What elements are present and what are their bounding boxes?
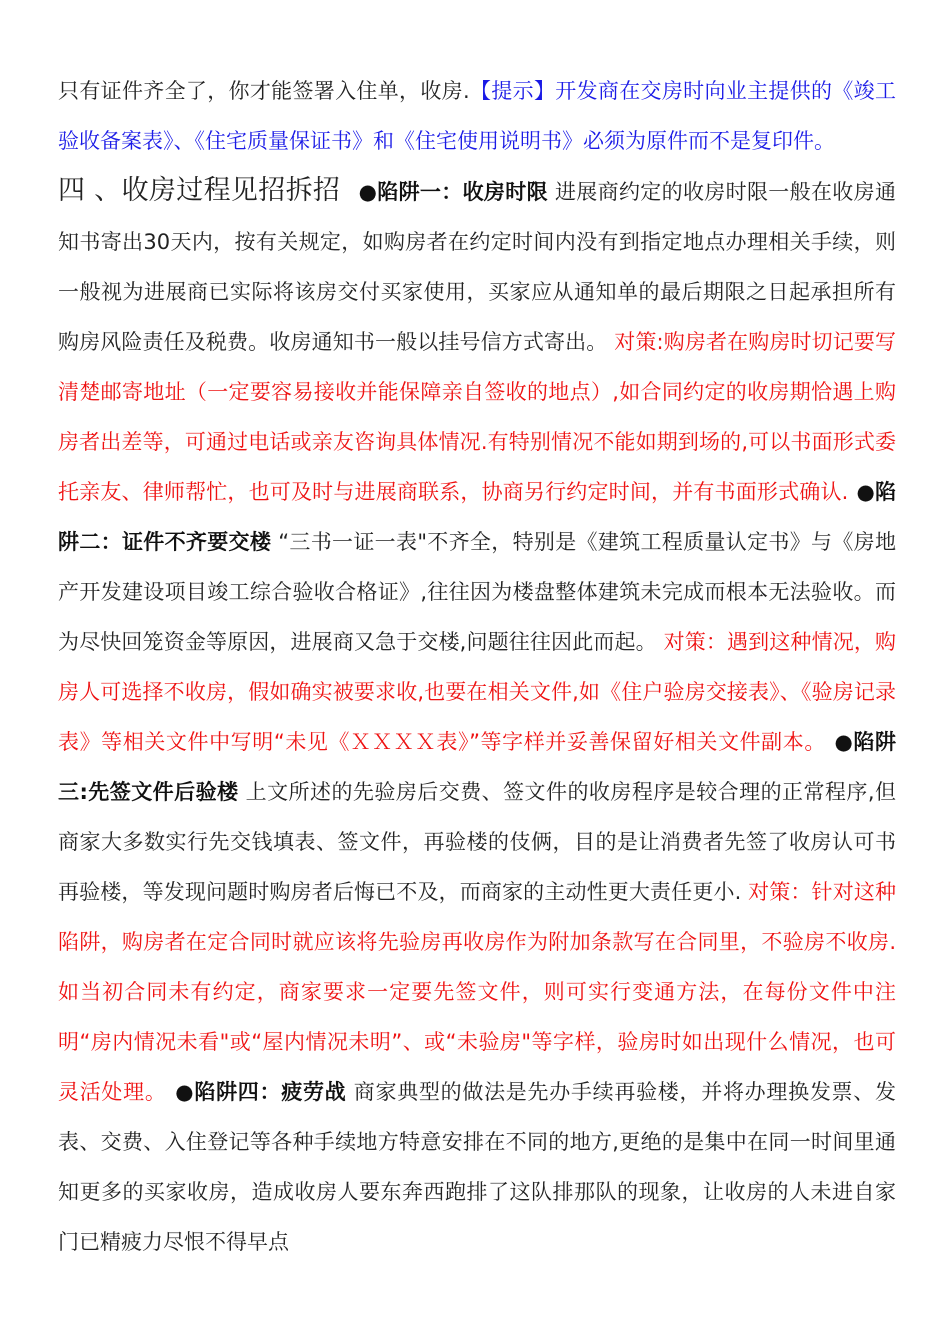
intro-text: 只有证件齐全了，你才能签署入住单，收房. (58, 79, 470, 103)
trap-3-body: 上文所述的先验房后交费、签文件的收房程序是较合理的正常程序,但商家大多数实行先交钱填表、签文件，再验楼的伎俩，目的是让消费者先签了收房认可书再验楼，等发现问题时购房者后悔已不及，而商家的主动性更大责任更小. (58, 780, 896, 904)
trap-2-countermeasure: 对策：遇到这种情况，购房人可选择不收房，假如确实被要求收,也要在相关文件,如《住户验房交接表》、《验房记录表》等相关文件中写明“未见《ＸＸＸＸ表》”等字样并妥善保留好相关文件副本。 (58, 630, 896, 754)
trap-1-countermeasure: 对策:购房者在购房时切记要写清楚邮寄地址（一定要容易接收并能保障亲自签收的地点）,如合同约定的收房期恰遇上购房者出差等，可通过电话或亲友咨询具体情况.有特别情况不能如期到场的,可以书面形式委托亲友、律师帮忙，也可及时与进展商联系，协商另行约定时间，并有书面形式确认. (58, 330, 897, 504)
trap-4-body: 商家典型的做法是先办手续再验楼，并将办理换发票、发表、交费、入住登记等各种手续地方特意安排在不同的地方,更绝的是集中在同一时间里通知更多的买家收房，造成收房人要东奔西跑排了这队排那队的现象，让收房的人未进自家门已精疲力尽恨不得早点 (58, 1080, 896, 1254)
section-4 (58, 166, 896, 1267)
paragraph-certificates (58, 66, 896, 166)
trap-3-title: ●陷阱三:先签文件后验楼 (58, 730, 896, 804)
trap-1-title: ●陷阱一：收房时限 (358, 180, 548, 204)
trap-4-title: ●陷阱四：疲劳战 (174, 1080, 347, 1104)
trap-3-countermeasure: 对策：针对这种陷阱，购房者在定合同时就应该将先验房再收房作为附加条款写在合同里，不验房不收房.如当初合同未有约定，商家要求一定要先签文件，则可实行变通方法，在每份文件中注明“房内情况未看"或“屋内情况未明”、或“未验房"等字样，验房时如出现什么情况，也可灵活处理。 (58, 880, 896, 1104)
tip-text: 【提示】开发商在交房时向业主提供的《竣工验收备案表》、《住宅质量保证书》和《住宅使用说明书》必须为原件而不是复印件。 (58, 79, 896, 153)
trap-2-title: ●陷阱二：证件不齐要交楼 (58, 480, 896, 554)
trap-2-body: “三书一证一表"不齐全，特别是《建筑工程质量认定书》与《房地产开发建设项目竣工综合验收合格证》,往往因为楼盘整体建筑未完成而根本无法验收。而为尽快回笼资金等原因，进展商又急于交楼,问题往往因此而起。 (58, 530, 897, 654)
document-page (58, 66, 896, 1267)
section-heading: 四 、收房过程见招拆招 (58, 175, 341, 206)
trap-1-body: 进展商约定的收房时限一般在收房通知书寄出30天内，按有关规定，如购房者在约定时间内没有到指定地点办理相关手续，则一般视为进展商已实际将该房交付买家使用，买家应从通知单的最后期限之日起承担所有购房风险责任及税费。收房通知书一般以挂号信方式寄出。 (58, 180, 896, 354)
